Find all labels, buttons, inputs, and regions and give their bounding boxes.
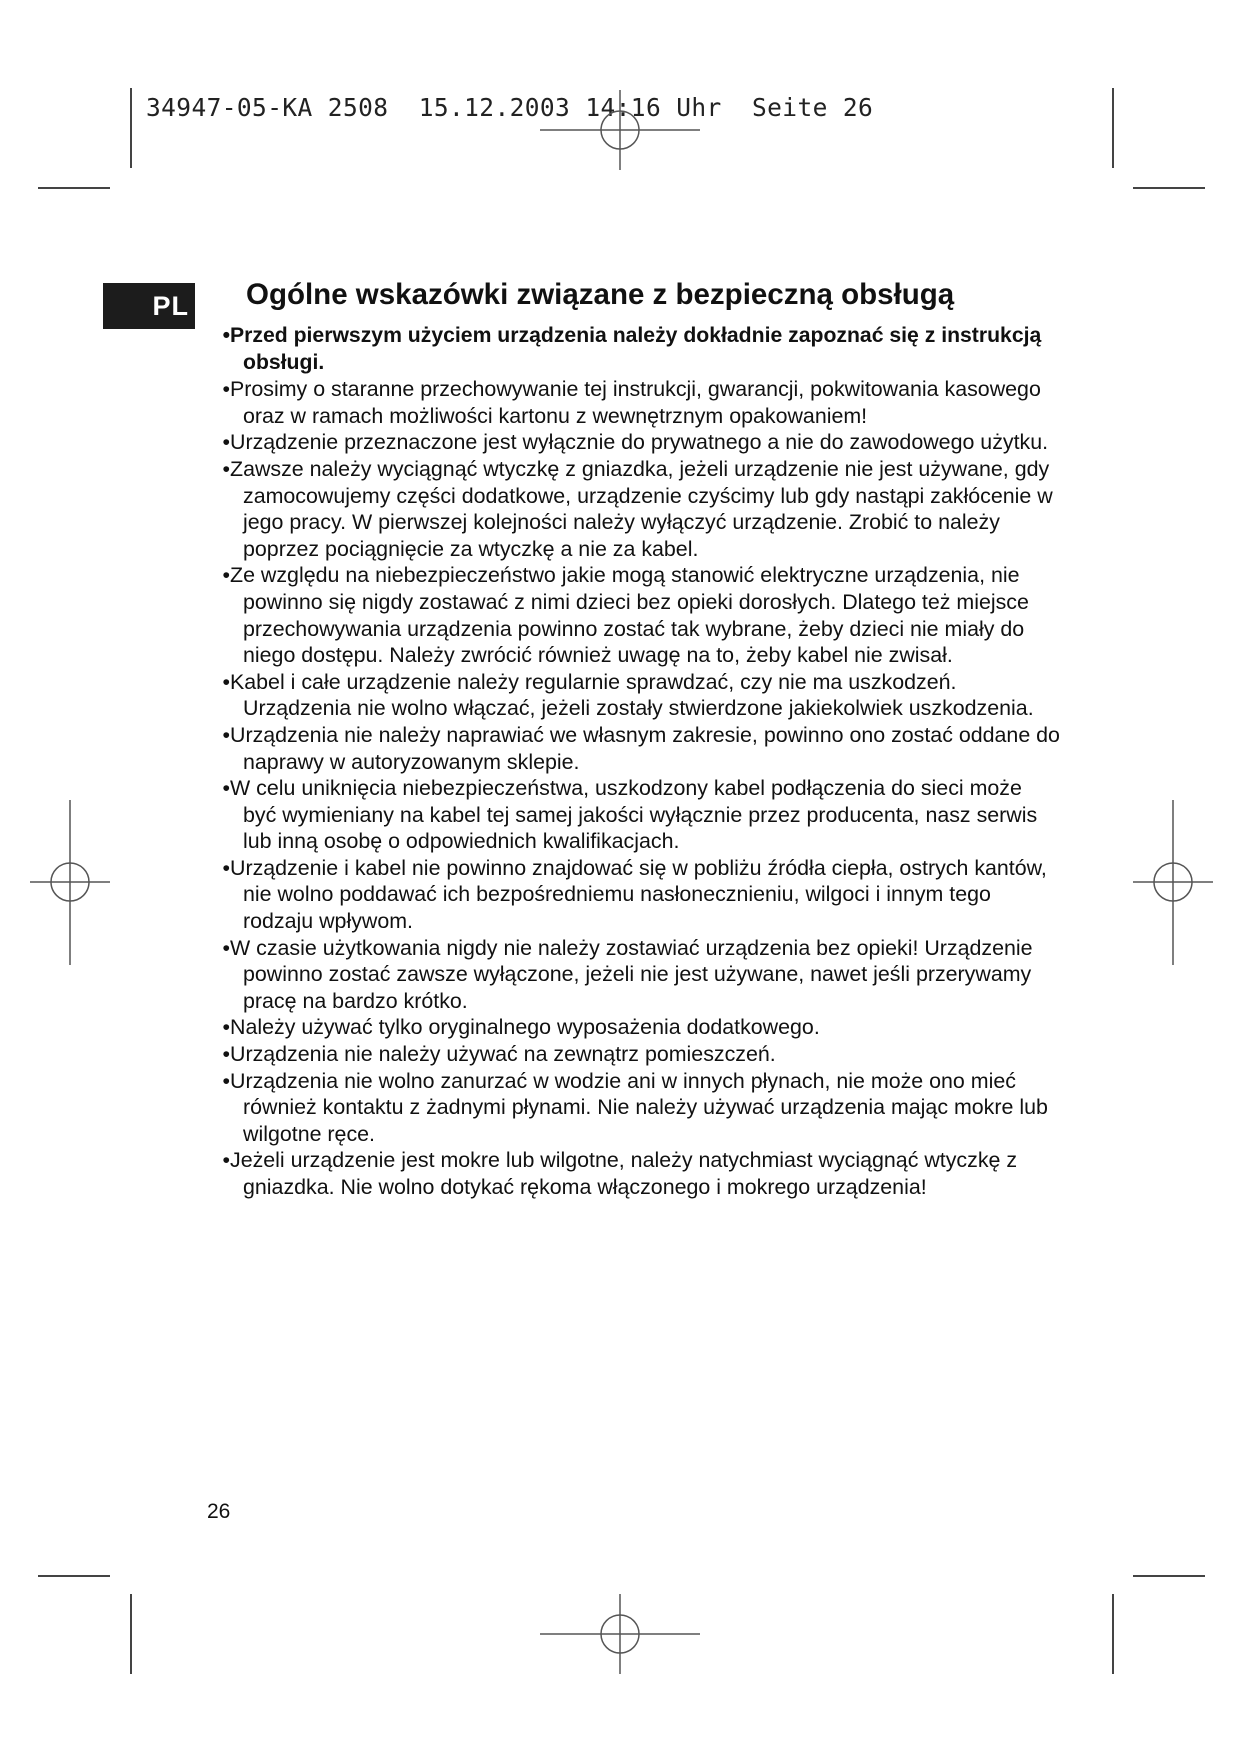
list-item [210, 775, 1060, 855]
crop-mark-bottom-left-horizontal [38, 1575, 110, 1577]
list-item-text: Kabel i całe urządzenie należy regularnie sprawdzać, czy nie ma uszkodzeń. Urządzenia nie wolno włączać, jeżeli zostały stwierdzone jakiekolwiek uszkodzenia. [230, 669, 1034, 721]
safety-instructions-list [210, 323, 1060, 1201]
list-item-text: Należy używać tylko oryginalnego wyposażenia dodatkowego. [230, 1015, 820, 1040]
list-item-text: Urządzenie i kabel nie powinno znajdować się w pobliżu źródła ciepła, ostrych kantów, nie wolno poddawać ich bezpośredniemu nasłonecznieniu, wilgoci i innym tego rodzaju wpływom. [230, 855, 1047, 934]
list-item [210, 1014, 1060, 1041]
bullet-glyph: • [222, 563, 230, 588]
registration-mark-left-icon [30, 800, 110, 965]
bullet-glyph: • [222, 377, 230, 402]
list-item [210, 722, 1060, 775]
list-item [210, 669, 1060, 722]
page-number: 26 [207, 1500, 231, 1523]
list-item [210, 562, 1060, 668]
list-item [210, 376, 1060, 429]
bullet-glyph: • [222, 776, 230, 801]
crop-mark-top-right-horizontal [1133, 187, 1205, 189]
list-item-text: Urządzenie przeznaczone jest wyłącznie do prywatnego a nie do zawodowego użytku. [230, 430, 1049, 455]
list-item [210, 456, 1060, 562]
list-item-text: Przed pierwszym użyciem urządzenia należy dokładnie zapoznać się z instrukcją obsługi. [230, 324, 1042, 374]
list-item-text: Urządzenia nie należy używać na zewnątrz pomieszczeń. [230, 1042, 776, 1067]
list-item-text: W czasie użytkowania nigdy nie należy zostawiać urządzenia bez opieki! Urządzenie powinno zostać zawsze wyłączone, jeżeli nie jest używane, nawet jeśli przerywamy pracę na bardzo krótko. [230, 935, 1033, 1013]
bullet-glyph: • [222, 1148, 230, 1173]
crop-mark-bottom-right-horizontal [1133, 1575, 1205, 1577]
crop-mark-top-left-horizontal [38, 187, 110, 189]
bullet-glyph: • [222, 1042, 230, 1067]
registration-mark-right-icon [1133, 800, 1213, 965]
list-item-text: Ze względu na niebezpieczeństwo jakie mogą stanowić elektryczne urządzenia, nie powinno się nigdy zostawać z nimi dzieci bez opieki dorosłych. Dlatego też miejsce przechowywania urządzenia powinno zostać tak wybrane, żeby dzieci nie miały do niego dostępu. Należy zwrócić również uwagę na to, żeby kabel nie zwisał. [230, 563, 1029, 668]
list-item [210, 1068, 1060, 1148]
list-item-text: Urządzenia nie wolno zanurzać w wodzie ani w innych płynach, nie może ono mieć również kontaktu z żadnymi płynami. Nie należy używać urządzenia mając mokre lub wilgotne ręce. [230, 1068, 1048, 1146]
registration-mark-top-icon [540, 90, 700, 170]
language-tab: PL [103, 283, 195, 329]
list-item [210, 323, 1060, 376]
registration-mark-bottom-icon [540, 1594, 700, 1674]
list-item [210, 1041, 1060, 1068]
list-item-text: Zawsze należy wyciągnąć wtyczkę z gniazdka, jeżeli urządzenie nie jest używane, gdy zamocowujemy części dodatkowe, urządzenie czyścimy lub gdy nastąpi zakłócenie w jego pracy. W pierwszej kolejności należy wyłączyć urządzenie. Zrobić to należy poprzez pociągnięcie za wtyczkę a nie za kabel. [230, 456, 1053, 561]
bullet-glyph: • [222, 456, 230, 481]
list-item-text: Jeżeli urządzenie jest mokre lub wilgotne, należy natychmiast wyciągnąć wtyczkę z gniazdka. Nie wolno dotykać rękoma włączonego i mokrego urządzenia! [230, 1148, 1018, 1199]
list-item [210, 935, 1060, 1015]
crop-mark-top-left-vertical [130, 88, 132, 168]
bullet-glyph: • [222, 669, 230, 694]
print-slug: 34947-05-KA 2508 15.12.2003 14:16 Uhr Seite 26 [146, 93, 874, 122]
bullet-glyph: • [222, 722, 230, 747]
bullet-glyph: • [222, 1068, 230, 1093]
bullet-glyph: • [222, 430, 230, 455]
list-item-text: W celu uniknięcia niebezpieczeństwa, uszkodzony kabel podłączenia do sieci może być wymieniany na kabel tej samej jakości wyłącznie przez producenta, nasz serwis lub inną osobę o odpowiednich kwalifikacjach. [230, 776, 1038, 854]
list-item [210, 429, 1060, 456]
bullet-glyph: • [222, 855, 230, 880]
bullet-glyph: • [222, 1015, 230, 1040]
crop-mark-bottom-right-vertical [1112, 1594, 1114, 1674]
crop-mark-bottom-left-vertical [130, 1594, 132, 1674]
list-item [210, 1147, 1060, 1200]
bullet-glyph: • [222, 324, 230, 347]
bullet-glyph: • [222, 935, 230, 960]
list-item [210, 855, 1060, 935]
crop-mark-top-right-vertical [1112, 88, 1114, 168]
section-title: Ogólne wskazówki związane z bezpieczną obsługą [246, 278, 955, 311]
list-item-text: Urządzenia nie należy naprawiać we własnym zakresie, powinno ono zostać oddane do naprawy w autoryzowanym sklepie. [230, 722, 1060, 774]
list-item-text: Prosimy o staranne przechowywanie tej instrukcji, gwarancji, pokwitowania kasowego oraz w ramach możliwości kartonu z wewnętrznym opakowaniem! [230, 377, 1041, 428]
